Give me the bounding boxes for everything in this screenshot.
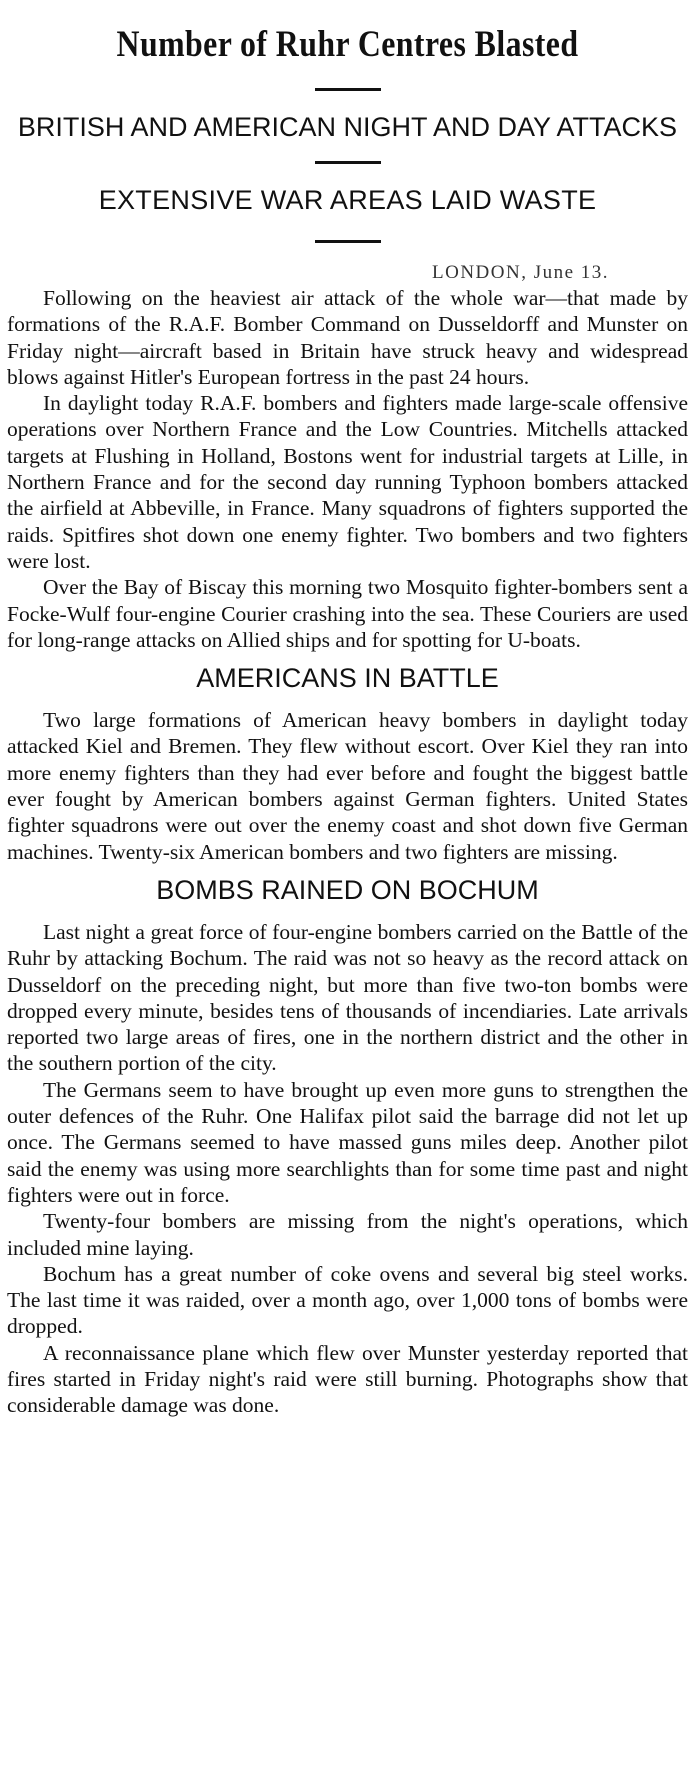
body-paragraph: Twenty-four bombers are missing from the night's operations, which included mine laying. xyxy=(7,1209,688,1260)
body-paragraph: In daylight today R.A.F. bombers and fighters made large-scale offensive operations over Northern France and the Low Countries. Mitchells attacked targets at Flushing in Holland, Bostons went for industrial targets at Lille, in Northern France and for the second day running Typhoon bombers attacked the airfield at Abbeville, in France. Many squadrons of fighters supported the raids. Spitfires shot down one enemy fighter. Two bombers and two fighters were lost. xyxy=(7,391,688,573)
section-body-bochum xyxy=(7,919,688,1419)
subheadline-war-areas: EXTENSIVE WAR AREAS LAID WASTE xyxy=(98,185,597,215)
section-body-americans xyxy=(7,707,688,865)
body-paragraph: Over the Bay of Biscay this morning two Mosquito fighter-bombers sent a Focke-Wulf four-engine Courier crashing into the sea. These Couriers are used for long-range attacks on Allied ships and for spotting for U-boats. xyxy=(7,575,688,652)
body-paragraph: Two large formations of American heavy bombers in daylight today attacked Kiel and Bremen. They flew without escort. Over Kiel they ran into more enemy fighters than they had ever before and fought the biggest battle ever fought by American bombers against German fighters. United States fighter squadrons were out over the enemy coast and shot down five German machines. Twenty-six American bombers and two fighters are missing. xyxy=(7,708,688,864)
body-paragraph: Following on the heaviest air attack of the whole war—that made by formations of the R.A.F. Bomber Command on Dusseldorff and Munster on Friday night—aircraft based in Britain have struck heavy and widespread blows against Hitler's European fortress in the past 24 hours. xyxy=(7,286,688,389)
intro-body xyxy=(7,285,688,653)
subheadline-attacks: BRITISH AND AMERICAN NIGHT AND DAY ATTACKS xyxy=(17,112,678,142)
headline: Number of Ruhr Centres Blasted xyxy=(116,24,579,65)
divider-rule xyxy=(315,161,381,164)
dateline: LONDON, June 13. xyxy=(432,262,610,283)
divider-rule xyxy=(315,240,381,243)
body-paragraph: The Germans seem to have brought up even more guns to strengthen the outer defences of the Ruhr. One Halifax pilot said the barrage did not let up once. The Germans seemed to have massed guns miles deep. Another pilot said the enemy was using more searchlights than for some time past and night fighters were out in force. xyxy=(7,1077,688,1207)
section-heading-americans: AMERICANS IN BATTLE xyxy=(196,663,499,694)
body-paragraph: Bochum has a great number of coke ovens and several big steel works. The last time it was raided, over a month ago, over 1,000 tons of bombs were dropped. xyxy=(7,1261,688,1339)
section-heading-bochum: BOMBS RAINED ON BOCHUM xyxy=(156,874,539,905)
divider-rule xyxy=(315,88,381,91)
body-paragraph: Last night a great force of four-engine bombers carried on the Battle of the Ruhr by attacking Bochum. The raid was not so heavy as the record attack on Dusseldorf on the preceding night, but more than five two-ton bombs were dropped every minute, besides tens of thousands of incendiaries. Late arrivals reported two large areas of fires, one in the northern district and the other in the southern portion of the city. xyxy=(7,919,688,1076)
body-paragraph: A reconnaissance plane which flew over Munster yesterday reported that fires started in Friday night's raid were still burning. Photographs show that considerable damage was done. xyxy=(7,1340,688,1418)
